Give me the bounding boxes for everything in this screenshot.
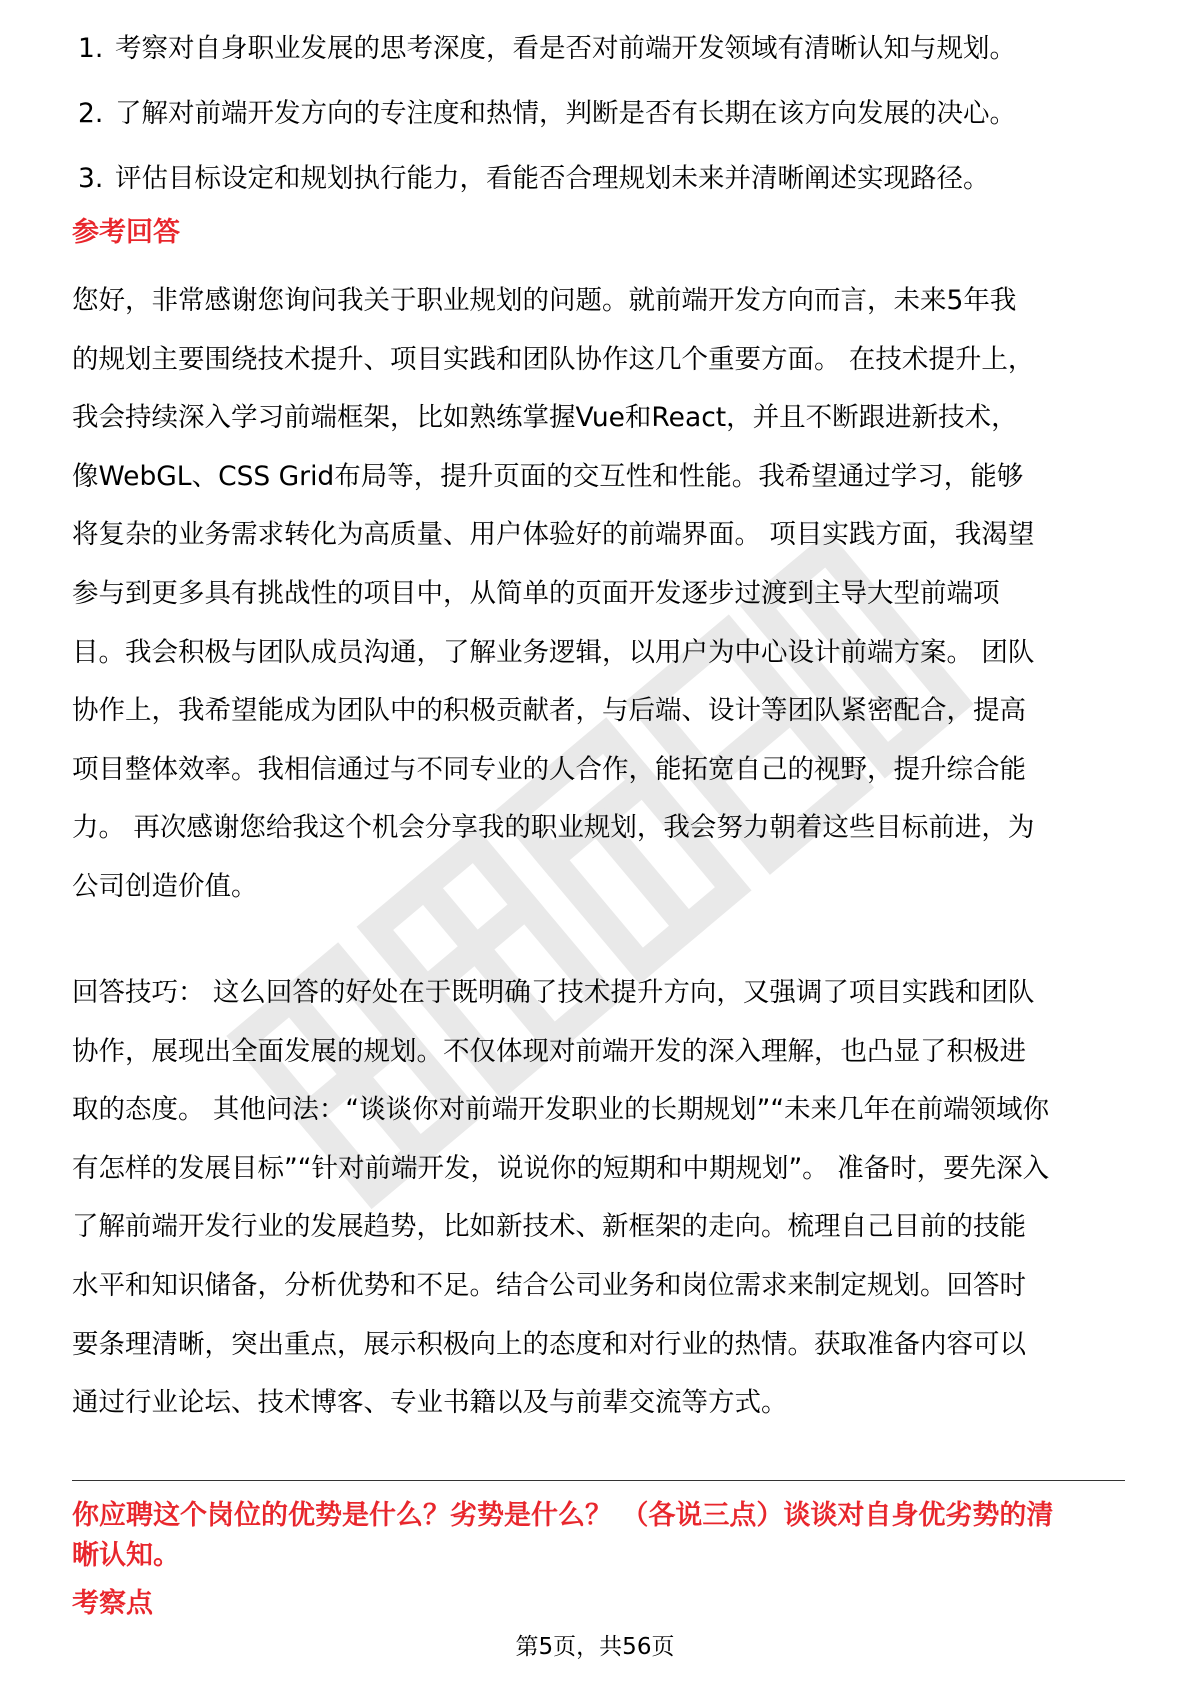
list-item-text: 了解对前端开发方向的专注度和热情，判断是否有长期在该方向发展的决心。 bbox=[115, 98, 1016, 129]
paragraph-line: 回答技巧： 这么回答的好处在于既明确了技术提升方向，又强调了项目实践和团队 bbox=[72, 977, 1035, 1008]
list-item bbox=[78, 33, 1138, 65]
paragraph-line: 公司创造价值。 bbox=[72, 870, 258, 902]
evaluation-points-heading: 考察点 bbox=[72, 1588, 153, 1619]
next-question-title bbox=[72, 1496, 1132, 1576]
paragraph-line: 将复杂的业务需求转化为高质量、用户体验好的前端界面。 项目实践方面，我渴望 bbox=[72, 519, 1035, 551]
paragraph-line: 参与到更多具有挑战性的项目中，从简单的页面开发逐步过渡到主导大型前端项 bbox=[72, 577, 1000, 609]
paragraph-line: 通过行业论坛、技术博客、专业书籍以及与前辈交流等方式。 bbox=[72, 1387, 788, 1419]
reference-answer-paragraph bbox=[72, 272, 1122, 917]
question-line: 晰认知。 bbox=[72, 1540, 180, 1571]
paragraph-line: 您好，非常感谢您询问我关于职业规划的问题。就前端开发方向而言，未来5年我 bbox=[72, 285, 1017, 316]
list-item-text: 评估目标设定和规划执行能力，看能否合理规划未来并清晰阐述实现路径。 bbox=[115, 163, 990, 194]
evaluation-points-list bbox=[78, 33, 1138, 228]
paragraph-line: 取的态度。 其他问法：“谈谈你对前端开发职业的长期规划”“未来几年在前端领域你 bbox=[72, 1094, 1050, 1126]
paragraph-line: 的规划主要围绕技术提升、项目实践和团队协作这几个重要方面。 在技术提升上， bbox=[72, 343, 1035, 375]
list-item-number: 2. bbox=[78, 98, 104, 129]
list-item-text: 考察对自身职业发展的思考深度，看是否对前端开发领域有清晰认知与规划。 bbox=[115, 33, 1016, 64]
list-item bbox=[78, 163, 1138, 195]
paragraph-line: 水平和知识储备，分析优势和不足。结合公司业务和岗位需求来制定规划。回答时 bbox=[72, 1269, 1026, 1301]
list-item-number: 1. bbox=[78, 33, 104, 64]
question-line: 你应聘这个岗位的优势是什么？劣势是什么？ （各说三点）谈谈对自身优劣势的清 bbox=[72, 1500, 1054, 1531]
paragraph-line: 有怎样的发展目标”“针对前端开发，说说你的短期和中期规划”。 准备时，要先深入 bbox=[72, 1152, 1050, 1184]
page-number-footer: 第5页，共56页 bbox=[515, 1634, 675, 1660]
answer-tips-paragraph bbox=[72, 964, 1122, 1433]
list-item-number: 3. bbox=[78, 163, 104, 194]
list-item bbox=[78, 98, 1138, 130]
paragraph-line: 项目整体效率。我相信通过与不同专业的人合作，能拓宽自己的视野，提升综合能 bbox=[72, 753, 1026, 785]
paragraph-line: 目。我会积极与团队成员沟通，了解业务逻辑，以用户为中心设计前端方案。 团队 bbox=[72, 636, 1035, 668]
paragraph-line: 了解前端开发行业的发展趋势，比如新技术、新框架的走向。梳理自己目前的技能 bbox=[72, 1211, 1026, 1243]
paragraph-line: 力。 再次感谢您给我这个机会分享我的职业规划，我会努力朝着这些目标前进，为 bbox=[72, 812, 1035, 844]
section-divider bbox=[72, 1480, 1125, 1481]
paragraph-line: 像WebGL、CSS Grid布局等，提升页面的交互性和性能。我希望通过学习，能够 bbox=[72, 460, 1024, 492]
paragraph-line: 我会持续深入学习前端框架，比如熟练掌握Vue和React，并且不断跟进新技术， bbox=[72, 402, 1018, 434]
paragraph-line: 协作，展现出全面发展的规划。不仅体现对前端开发的深入理解，也凸显了积极进 bbox=[72, 1035, 1026, 1067]
paragraph-line: 要条理清晰，突出重点，展示积极向上的态度和对行业的热情。获取准备内容可以 bbox=[72, 1328, 1026, 1360]
reference-answer-heading: 参考回答 bbox=[72, 217, 180, 248]
paragraph-line: 协作上，我希望能成为团队中的积极贡献者，与后端、设计等团队紧密配合，提高 bbox=[72, 695, 1026, 727]
